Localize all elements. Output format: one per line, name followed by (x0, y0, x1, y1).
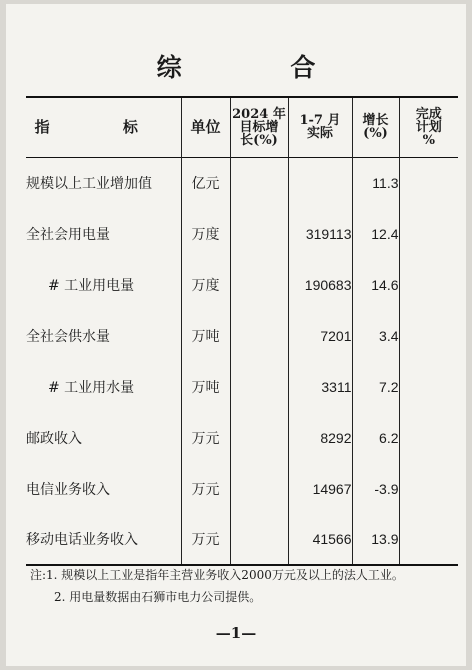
header-indicator: 指 标 (26, 97, 181, 157)
header-target (230, 97, 288, 157)
table-row (26, 157, 458, 208)
row-unit: 亿元 (181, 157, 230, 208)
row-unit: 万吨 (181, 361, 230, 412)
row-actual: 14967 (288, 463, 352, 514)
row-name: # 工业用水量 (26, 361, 181, 412)
row-name: # 工业用电量 (26, 259, 181, 310)
document-page (6, 4, 466, 666)
row-completion (399, 412, 458, 463)
row-completion (399, 463, 458, 514)
row-actual: 7201 (288, 310, 352, 361)
table-row (26, 514, 458, 565)
row-unit: 万度 (181, 259, 230, 310)
header-completion (399, 97, 458, 157)
row-target (230, 361, 288, 412)
row-unit: 万吨 (181, 310, 230, 361)
table-row (26, 361, 458, 412)
table-row (26, 259, 458, 310)
row-growth: 7.2 (352, 361, 399, 412)
table-row (26, 208, 458, 259)
header-target-line1: 2024 年 (232, 106, 286, 122)
row-unit: 万元 (181, 412, 230, 463)
row-completion (399, 514, 458, 565)
row-target (230, 259, 288, 310)
row-target (230, 208, 288, 259)
page-title: 综 合 (156, 53, 366, 82)
header-unit: 单位 (181, 97, 230, 157)
row-name: 电信业务收入 (26, 463, 181, 514)
footnote-2: 2. 用电量数据由石狮市电力公司提供。 (54, 590, 262, 604)
page-number: —1— (215, 624, 257, 642)
header-actual-line1: 1-7 月 (299, 113, 341, 129)
table-header-row (26, 97, 458, 157)
row-actual: 3311 (288, 361, 352, 412)
row-growth: 11.3 (352, 157, 399, 208)
row-target (230, 157, 288, 208)
row-actual: 41566 (288, 514, 352, 565)
row-growth: 12.4 (352, 208, 399, 259)
header-actual-line2: 实际 (306, 126, 333, 142)
row-actual: 190683 (288, 259, 352, 310)
row-name: 全社会供水量 (26, 310, 181, 361)
header-growth-line1: 增长 (362, 113, 389, 129)
row-target (230, 514, 288, 565)
row-completion (399, 310, 458, 361)
table-row (26, 412, 458, 463)
footnote-1: 注:1. 规模以上工业是指年主营业务收入2000万元及以上的法人工业。 (30, 568, 404, 582)
row-completion (399, 208, 458, 259)
row-name: 全社会用电量 (26, 208, 181, 259)
row-unit: 万度 (181, 208, 230, 259)
row-target (230, 463, 288, 514)
row-actual (288, 157, 352, 208)
table-row (26, 463, 458, 514)
header-growth (352, 97, 399, 157)
header-growth-line2: (%) (363, 126, 388, 142)
row-completion (399, 157, 458, 208)
row-target (230, 310, 288, 361)
row-name: 邮政收入 (26, 412, 181, 463)
row-completion (399, 361, 458, 412)
row-growth: 6.2 (352, 412, 399, 463)
row-growth: -3.9 (352, 463, 399, 514)
header-completion-line1: 完成 (415, 106, 442, 122)
row-name: 规模以上工业增加值 (26, 157, 181, 208)
row-target (230, 412, 288, 463)
statistics-table (26, 96, 458, 566)
row-completion (399, 259, 458, 310)
header-completion-line2: 计划 (415, 119, 442, 135)
header-target-line2: 目标增 (239, 119, 279, 135)
row-growth: 3.4 (352, 310, 399, 361)
row-actual: 319113 (288, 208, 352, 259)
table-row (26, 310, 458, 361)
row-growth: 13.9 (352, 514, 399, 565)
footnotes (30, 564, 460, 608)
header-target-line3: 长(%) (240, 132, 278, 148)
row-unit: 万元 (181, 463, 230, 514)
header-actual (288, 97, 352, 157)
row-actual: 8292 (288, 412, 352, 463)
row-name: 移动电话业务收入 (26, 514, 181, 565)
header-completion-line3: % (422, 132, 435, 148)
row-growth: 14.6 (352, 259, 399, 310)
row-unit: 万元 (181, 514, 230, 565)
